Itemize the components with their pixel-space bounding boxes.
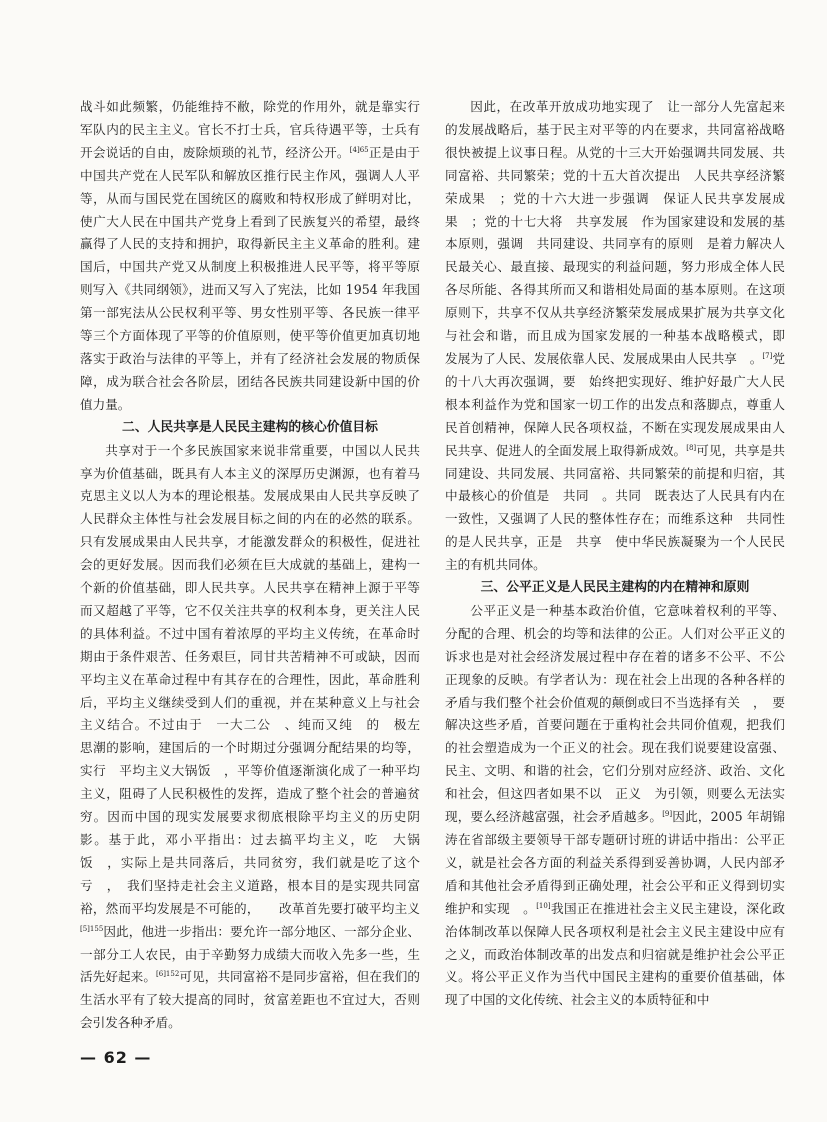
section-heading-3: 三、公平正义是人民民主建构的内在精神和原则 <box>480 580 750 596</box>
citation-ref: [7] <box>762 351 773 360</box>
page-number: — 62 — <box>80 1048 152 1067</box>
citation-ref: [6]152 <box>156 970 180 979</box>
section-heading-2: 二、人民共享是人民民主建构的核心价值目标 <box>122 419 378 435</box>
paragraph: 公平正义是一种基本政治价值，它意味着权利的平等、分配的合理、机会的均等和法律的公正。人们对公平正义的诉求也是对社会经济发展过程中存在着的诸多不公平、不公正现象的反映。有学者认为：现在社会上出现的各种各样的矛盾与我们整个社会价值观的颠倒或曰不当选择有关 ， 要解决这些矛盾，首要问题在于重构社会共同价值观，把我们的社会塑造成为一个正义的社会。现在我们说要建设富强、民主、文明、和谐的社会，它们分别对应经济、政治、文化和社会，但这四者如果不以 正义 为引领，则要么无法实现，要么经济越富强，社会矛盾越多。[9]因此，2005 年胡锦涛在省部级主要领导干部专题研讨班的讲话中指出：公平正义，就是社会各方面的利益关系得到妥善协调，人民内部矛盾和其他社会矛盾得到正确处理，社会公平和正义得到切实维护和实现 。[10]我国正在推进社会主义民主建设，深化政治体制改革以保障人民各项权利是社会主义民主建设中应有之义，而政治体制改革的出发点和归宿就是维护社会公平正义。将公平正义作为当代中国民主建构的重要价值基础，体现了中国的文化传统、社会主义的本质特征和中 <box>445 602 786 1008</box>
left-column <box>80 96 433 1035</box>
paragraph: 因此，在改革开放成功地实现了 让一部分人先富起来 的发展战略后，基于民主对平等的内在要求，共同富裕战略很快被提上议事日程。从党的十三大开始强调共同发展、共同富裕、共同繁荣；党的十五大首次提出 人民共享经济繁荣成果 ；党的十六大进一步强调 保证人民共享发展成果 ；党的十七大将 共享发展 作为国家建设和发展的基本原则，强调 共同建设、共同享有的原则 是着力解决人民最关心、最直接、最现实的利益问题，努力形成全体人民各尽所能、各得其所而又和谐相处局面的基本原则。在这项原则下，共享不仅从共享经济繁荣发展成果扩展为共享文化与社会和谐，而且成为国家发展的一种基本战略模式，即 发展为了人民、发展依靠人民、发展成果由人民共享 。[7]党的十八大再次强调，要 始终把实现好、维护好最广大人民根本利益作为党和国家一切工作的出发点和落脚点，尊重人民首创精神，保障人民各项权益，不断在实现发展成果由人民共享、促进人的全面发展上取得新成效。[8]可见，共享是共同建设、共同发展、共同富裕、共同繁荣的前提和归宿，其中最核心的价值是 共同 。共同 既表达了人民具有内在一致性，又强调了人民的整体性存在；而维系这种 共同性 的是人民共享，正是 共享 使中华民族凝聚为一个人民民主的有机共同体。 <box>445 99 798 573</box>
right-column <box>445 96 798 1012</box>
citation-ref: [5]155 <box>80 924 104 933</box>
citation-ref: [4]65 <box>349 145 369 154</box>
paragraph: 共享对于一个多民族国家来说非常重要，中国以人民共享为价值基础，既具有人本主义的深厚历史渊源，也有着马克思主义以人为本的理论根基。发展成果由人民共享反映了人民群众主体性与社会发展目标之间的内在的必然的联系。只有发展成果由人民共享，才能激发群众的积极性，促进社会的更好发展。因而我们必须在巨大成就的基础上，建构一个新的价值基础，即人民共享。人民共享在精神上源于平等而又超越了平等，它不仅关注共享的权利本身，更关注人民的具体利益。不过中国有着浓厚的平均主义传统，在革命时期由于条件艰苦、任务艰巨，同甘共苦精神不可或缺，因而平均主义在革命过程中有其存在的合理性，因此，革命胜利后，平均主义继续受到人们的重视，并在某种意义上与社会主义结合。不过由于 一大二公 、纯而又纯 的 极左 思潮的影响，建国后的一个时期过分强调分配结果的均等，实行 平均主义大锅饭 ，平等价值逐渐演化成了一种平均主义，阻碍了人民积极性的发挥，造成了整个社会的普遍贫穷。因而中国的现实发展要求彻底根除平均主义的历史阴影。基于此，邓小平指出：过去搞平均主义，吃 大锅饭 ，实际上是共同落后，共同贫穷，我们就是吃了这个亏 ， 我们坚持走社会主义道路，根本目的是实现共同富裕，然而平均发展是不可能的， 改革首先要打破平均主义$^{[5]155}$因此，他进一步指出：要允许一部分地区、一部分企业、一部分工人农民，由于辛勤努力成绩大而收入先多一些，生活先好起来。$^{[6]152}$可见，共同富裕不是同步富裕，但在我们的生活水平有了较大提高的同时，贫富差距也不宜过大，否则会引发各种矛盾。 <box>80 442 433 1031</box>
citation-ref: [10] <box>536 901 551 910</box>
citation-ref: [8] <box>686 443 697 452</box>
citation-ref: [9] <box>662 809 673 818</box>
paragraph: 战斗如此频繁，仍能维持不敝，除党的作用外，就是靠实行军队内的民主主义。官长不打士兵，官兵待遇平等，士兵有开会说话的自由，废除烦琐的礼节，经济公开。$^{[4]65}$正是由于中国共产党在人民军队和解放区推行民主作风，强调人人平等，从而与国民党在国统区的腐败和特权形成了鲜明对比，使广大人民在中国共产党身上看到了民族复兴的希望，最终赢得了人民的支持和拥护，取得新民主主义革命的胜利。建国后，中国共产党又从制度上积极推进人民平等，将平等原则写入《共同纲领》，进而又写入了宪法，比如 1954 年我国第一部宪法从公民权利平等、男女性别平等、各民族一律平等三个方面体现了平等的价值原则，使平等价值更加真切地落实于政治与法律的平等上，并有了经济社会发展的物质保障，成为联合社会各阶层，团结各民族共同建设新中国的价值力量。 <box>80 99 421 412</box>
